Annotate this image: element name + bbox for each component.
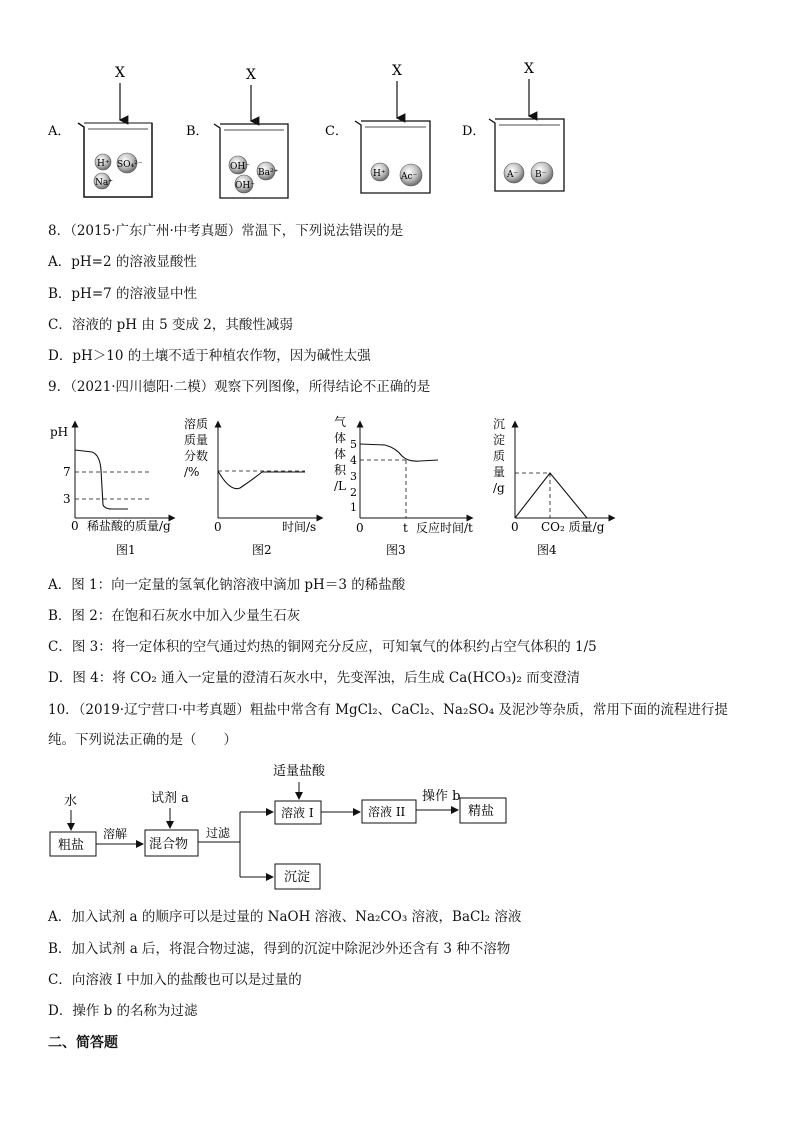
svg-text:A⁻: A⁻ (507, 170, 519, 180)
graph-2 (184, 416, 320, 557)
svg-text:0: 0 (356, 521, 364, 535)
q9-option-a[interactable]: A．图 1：向一定量的氢氧化钠溶液中滴加 pH＝3 的稀盐酸 (48, 577, 406, 593)
svg-text:OH⁻: OH⁻ (230, 162, 250, 172)
svg-text:OH⁻: OH⁻ (235, 181, 255, 191)
svg-text:图3: 图3 (386, 543, 406, 557)
svg-text:/L: /L (334, 479, 347, 493)
svg-text:/%: /% (184, 465, 200, 479)
q8-option-d[interactable]: D．pH＞10 的土壤不适于种植农作物，因为碱性太强 (48, 348, 371, 364)
svg-text:Na⁺: Na⁺ (95, 178, 113, 188)
svg-text:试剂 a: 试剂 a (151, 791, 189, 806)
svg-text:气: 气 (334, 415, 347, 429)
svg-text:1: 1 (350, 501, 357, 514)
svg-text:0: 0 (214, 520, 222, 534)
svg-text:7: 7 (63, 465, 71, 479)
q10-option-b[interactable]: B．加入试剂 a 后，将混合物过滤，得到的沉淀中除泥沙外还含有 3 种不溶物 (48, 941, 511, 957)
q9-stem: 9．（2021·四川德阳·二模）观察下列图像，所得结论不正确的是 (48, 379, 431, 395)
svg-text:CO₂ 质量/g: CO₂ 质量/g (541, 520, 605, 534)
q10-stem-line1: 10．（2019·辽宁营口·中考真题）粗盐中常含有 MgCl₂、CaCl₂、Na₂SO₄ 及泥沙等杂质，常用下面的流程进行提 (48, 702, 728, 718)
q9-option-d[interactable]: D．图 4：将 CO₂ 通入一定量的澄清石灰水中，先变浑浊，后生成 Ca(HCO₃)₂ 而变澄清 (48, 670, 581, 686)
svg-text:水: 水 (64, 794, 78, 809)
solution-1-box: 溶液 I (281, 806, 314, 820)
svg-text:积: 积 (334, 463, 347, 477)
svg-text:A．: A． (48, 124, 71, 139)
svg-text:沉: 沉 (493, 417, 506, 431)
svg-text:pH: pH (50, 425, 69, 439)
q8-option-c[interactable]: C．溶液的 pH 由 5 变成 2，其酸性减弱 (48, 317, 293, 333)
svg-text:淀: 淀 (493, 433, 506, 447)
q8-option-b[interactable]: B．pH=7 的溶液显中性 (48, 286, 198, 302)
refined-salt-box: 精盐 (468, 804, 495, 819)
svg-text:溶解: 溶解 (103, 827, 128, 841)
beaker-a (47, 65, 152, 197)
svg-text:适量盐酸: 适量盐酸 (273, 764, 326, 779)
svg-text:/g: /g (493, 481, 505, 495)
svg-text:图2: 图2 (252, 543, 272, 557)
svg-text:X: X (524, 61, 534, 77)
svg-text:X: X (115, 65, 125, 81)
svg-text:4: 4 (350, 454, 357, 467)
svg-text:H⁺: H⁺ (373, 169, 386, 179)
q10-flowchart (0, 758, 794, 893)
svg-text:过滤: 过滤 (206, 826, 231, 840)
svg-text:量: 量 (493, 465, 506, 479)
svg-text:体: 体 (334, 447, 347, 461)
beaker-d (462, 61, 564, 191)
svg-text:3: 3 (350, 470, 357, 483)
svg-text:质量: 质量 (184, 433, 209, 447)
beaker-b (186, 67, 288, 198)
svg-text:B⁻: B⁻ (535, 170, 547, 180)
beaker-figures (0, 55, 794, 205)
graph-3 (334, 414, 473, 557)
q10-option-d[interactable]: D．操作 b 的名称为过滤 (48, 1003, 198, 1019)
svg-text:溶质: 溶质 (184, 417, 209, 431)
svg-text:图4: 图4 (537, 543, 557, 557)
svg-text:稀盐酸的质量/g: 稀盐酸的质量/g (87, 519, 171, 533)
svg-text:反应时间/t: 反应时间/t (416, 521, 473, 535)
q8-option-a[interactable]: A．pH=2 的溶液显酸性 (48, 254, 197, 270)
q9-option-c[interactable]: C．图 3：将一定体积的空气通过灼热的铜网充分反应，可知氧气的体积约占空气体积的 1/5 (48, 639, 597, 655)
svg-text:B．: B． (186, 124, 209, 139)
svg-text:X: X (246, 67, 256, 83)
svg-text:SO₄²⁻: SO₄²⁻ (117, 160, 143, 170)
q10-option-a[interactable]: A．加入试剂 a 的顺序可以是过量的 NaOH 溶液、Na₂CO₃ 溶液，BaCl₂ 溶液 (48, 909, 522, 925)
svg-text:Ba²⁺: Ba²⁺ (258, 168, 279, 178)
svg-text:3: 3 (63, 492, 71, 506)
svg-text:0: 0 (511, 520, 519, 534)
q8-stem: 8．（2015·广东广州·中考真题）常温下，下列说法错误的是 (48, 223, 404, 239)
svg-text:时间/s: 时间/s (282, 520, 317, 534)
svg-text:H⁺: H⁺ (97, 159, 110, 169)
svg-text:t: t (403, 521, 408, 535)
svg-text:C．: C． (325, 124, 348, 139)
precipitate-box: 沉淀 (284, 870, 311, 885)
q9-graphs (0, 410, 794, 560)
svg-text:体: 体 (334, 431, 347, 445)
svg-text:2: 2 (350, 486, 357, 499)
svg-text:5: 5 (350, 438, 357, 451)
svg-text:X: X (392, 63, 402, 79)
svg-text:图1: 图1 (116, 543, 136, 557)
q9-option-b[interactable]: B．图 2：在饱和石灰水中加入少量生石灰 (48, 608, 301, 624)
solution-2-box: 溶液 II (368, 805, 406, 819)
graph-1 (50, 424, 172, 557)
mixture-box: 混合物 (149, 837, 189, 852)
svg-text:质: 质 (493, 449, 506, 463)
graph-4 (493, 417, 612, 557)
q10-stem-line2: 纯。下列说法正确的是（ ） (48, 732, 237, 748)
q10-option-c[interactable]: C．向溶液 I 中加入的盐酸也可以是过量的 (48, 972, 302, 988)
svg-text:D．: D． (462, 124, 486, 139)
svg-text:分数: 分数 (184, 449, 209, 463)
svg-text:操作 b: 操作 b (422, 789, 461, 804)
crude-salt-box: 粗盐 (58, 838, 85, 853)
beaker-c (325, 63, 430, 193)
svg-text:Ac⁻: Ac⁻ (401, 172, 418, 182)
svg-text:0: 0 (71, 519, 79, 533)
section-title: 二、简答题 (48, 1035, 118, 1051)
